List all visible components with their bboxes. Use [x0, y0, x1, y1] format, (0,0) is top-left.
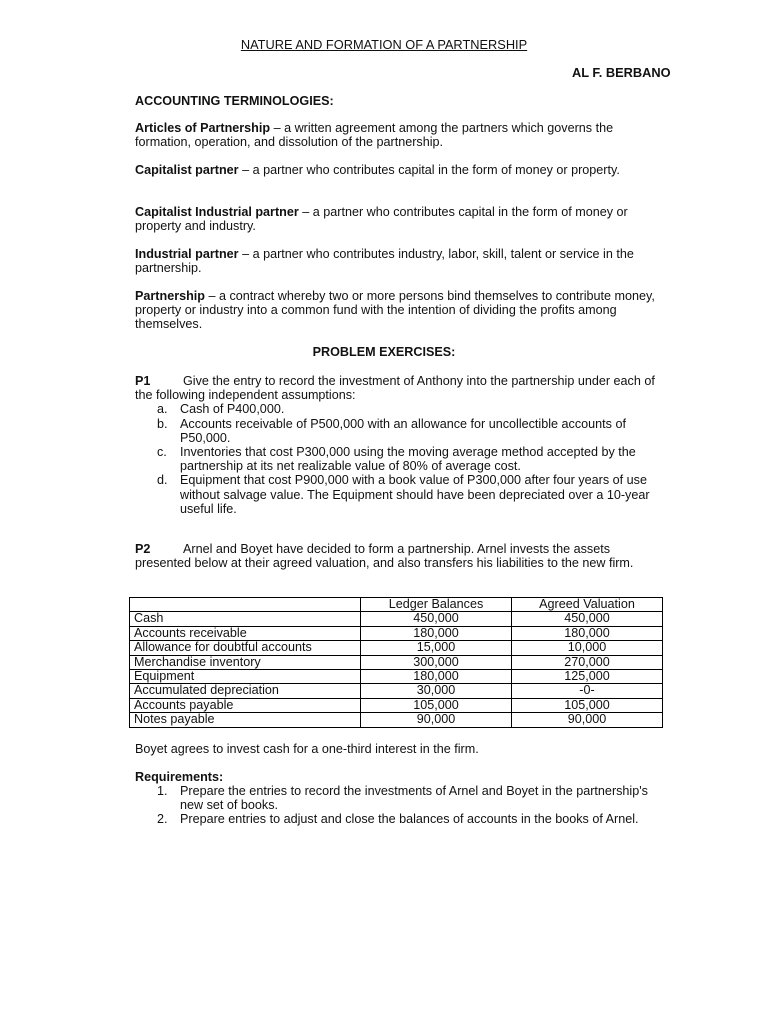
arnel-assets-table: [129, 597, 663, 728]
list-item: [135, 784, 665, 812]
ledger-balance: 300,000: [361, 655, 512, 669]
list-marker: 1.: [157, 784, 168, 798]
term-capitalist-partner: [135, 163, 665, 177]
list-item-text: Prepare entries to adjust and close the balances of accounts in the books of Arnel.: [180, 812, 639, 827]
term-capitalist-industrial-partner: [135, 205, 665, 233]
ledger-balance: 180,000: [361, 670, 512, 684]
agreed-valuation: -0-: [512, 684, 663, 698]
list-item: [135, 812, 665, 826]
column-header-ledger-balances: Ledger Balances: [361, 598, 512, 612]
table-row: [130, 670, 663, 684]
agreed-valuation: 125,000: [512, 670, 663, 684]
list-marker: c.: [157, 445, 167, 460]
list-marker: a.: [157, 402, 168, 417]
p1-assumptions-list: [135, 402, 665, 516]
agreed-valuation: 90,000: [512, 713, 663, 727]
account-name: Equipment: [130, 670, 361, 684]
agreed-valuation: 105,000: [512, 698, 663, 712]
p1-label: P1: [135, 374, 151, 388]
list-marker: 2.: [157, 812, 168, 827]
term-definition: – a contract whereby two or more persons bind themselves to contribute money, property or industry into a common fund with the intention of dividing the profits among themselves.: [135, 289, 655, 332]
table-row: [130, 684, 663, 698]
list-item-text: Prepare the entries to record the investments of Arnel and Boyet in the partnership's new set of books.: [180, 784, 648, 813]
ledger-balance: 105,000: [361, 698, 512, 712]
list-item-text: Equipment that cost P900,000 with a book value of P300,000 after four years of use without salvage value. The Equipment should have been depreciated over a 10-year useful life.: [180, 473, 650, 516]
term-label: Articles of Partnership: [135, 121, 271, 135]
ledger-balance: 15,000: [361, 641, 512, 655]
agreed-valuation: 10,000: [512, 641, 663, 655]
agreed-valuation: 450,000: [512, 612, 663, 626]
term-definition: – a partner who contributes industry, labor, skill, talent or service in the partnership.: [135, 247, 634, 276]
list-item: [135, 402, 665, 416]
term-partnership: [135, 289, 665, 332]
list-item-text: Accounts receivable of P500,000 with an allowance for uncollectible accounts of P50,000.: [180, 416, 626, 445]
list-item: [135, 417, 665, 445]
ledger-balance: 90,000: [361, 713, 512, 727]
account-name: Accumulated depreciation: [130, 684, 361, 698]
table-header-row: [130, 598, 663, 612]
boyet-note: Boyet agrees to invest cash for a one-third interest in the firm.: [135, 742, 479, 756]
terminologies-heading: ACCOUNTING TERMINOLOGIES:: [135, 94, 334, 108]
table-row: [130, 655, 663, 669]
account-name: Allowance for doubtful accounts: [130, 641, 361, 655]
problem-p2: [135, 542, 665, 570]
term-articles-of-partnership: [135, 121, 665, 149]
list-item-text: Inventories that cost P300,000 using the moving average method accepted by the partnership at its net realizable value of 80% of average cost.: [180, 445, 636, 474]
table-row: [130, 641, 663, 655]
ledger-balance: 450,000: [361, 612, 512, 626]
term-label: Capitalist Industrial partner: [135, 205, 299, 219]
agreed-valuation: 270,000: [512, 655, 663, 669]
ledger-balance: 180,000: [361, 626, 512, 640]
table-row: [130, 713, 663, 727]
list-item: [135, 445, 665, 473]
term-label: Industrial partner: [135, 247, 239, 261]
agreed-valuation: 180,000: [512, 626, 663, 640]
problem-p1: [135, 374, 665, 516]
term-definition: – a partner who contributes capital in the form of money or property and industry.: [135, 205, 628, 234]
list-item-text: Cash of P400,000.: [180, 402, 285, 417]
column-header-agreed-valuation: Agreed Valuation: [512, 598, 663, 612]
account-name: Merchandise inventory: [130, 655, 361, 669]
table-row: [130, 626, 663, 640]
column-header: [130, 598, 361, 612]
account-name: Accounts payable: [130, 698, 361, 712]
term-label: Partnership: [135, 289, 205, 303]
list-marker: b.: [157, 416, 168, 431]
account-name: Cash: [130, 612, 361, 626]
table-row: [130, 698, 663, 712]
list-item: [135, 473, 665, 516]
list-marker: d.: [157, 473, 168, 488]
author-name: AL F. BERBANO: [572, 65, 671, 80]
account-name: Accounts receivable: [130, 626, 361, 640]
term-definition: – a written agreement among the partners which governs the formation, operation, and dissolution of the partnership.: [135, 121, 614, 150]
ledger-balance: 30,000: [361, 684, 512, 698]
term-industrial-partner: [135, 247, 665, 275]
term-definition: – a partner who contributes capital in the form of money or property.: [238, 163, 620, 177]
requirements-list: [135, 784, 665, 827]
account-name: Notes payable: [130, 713, 361, 727]
p1-intro: [135, 374, 665, 402]
exercises-heading: PROBLEM EXERCISES:: [312, 345, 456, 359]
term-label: Capitalist partner: [135, 163, 239, 177]
p2-intro-text: Arnel and Boyet have decided to form a partnership. Arnel invests the assets presented below at their agreed valuation, and also transfers his liabilities to the new firm.: [135, 542, 634, 571]
p2-label: P2: [135, 542, 151, 556]
document-title: NATURE AND FORMATION OF A PARTNERSHIP: [240, 37, 528, 52]
table-row: [130, 612, 663, 626]
requirements-heading: Requirements:: [135, 770, 224, 784]
p1-intro-text: Give the entry to record the investment of Anthony into the partnership under each of the following independent assumptions:: [135, 374, 655, 403]
